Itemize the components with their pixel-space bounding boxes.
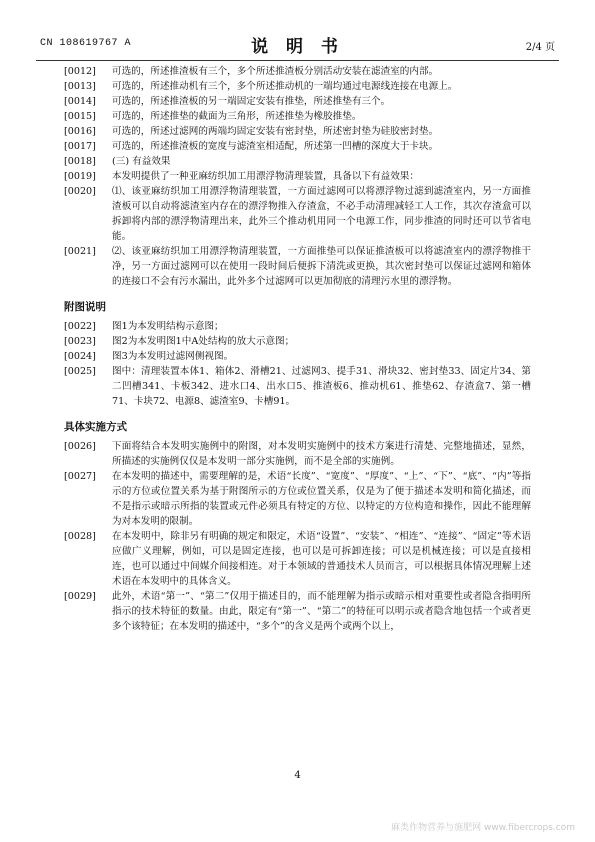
section-heading-figures: 附图说明 — [64, 301, 106, 313]
paragraph-text: 可选的，所述推动机有三个，多个所述推动机的一端均通过电源线连接在电源上。 — [112, 81, 458, 92]
paragraph — [64, 64, 531, 79]
paragraph-text: 本发明提供了一种亚麻纺织加工用漂浮物清理装置，具备以下有益效果： — [112, 171, 419, 182]
paragraph-text: 此外，术语“第一”、“第二”仅用于描述目的，而不能理解为指示或暗示相对重要性或者隐含指明所指示的技术特征的数量。由此，限定有“第一”、“第二”的特征可以明示或者隐含地包括一个或者更多个该特征；在本发明的描述中，“多个”的含义是两个或两个以上， — [112, 591, 531, 632]
header-divider — [36, 60, 559, 61]
paragraph-text: ⑴、该亚麻纺织加工用漂浮物清理装置，一方面过滤网可以将漂浮物过滤到滤渣室内，另一方面推渣板可以自动将滤渣室内存在的漂浮物推入存渣盒，不必手动清理减轻工人工作，其次存渣盒可以拆卸将内部的漂浮物清理出来，此外三个推动机用同一个电源工作，同步推渣的同时还可以节省电能。 — [112, 186, 531, 242]
publication-number: CN 108619767 A — [40, 38, 132, 49]
paragraph — [64, 94, 531, 109]
paragraph-text: 在本发明中，除非另有明确的规定和限定，术语“设置”、“安装”、“相连”、“连接”、“固定”等术语应做广义理解，例如，可以是固定连接，也可以是可拆卸连接；可以是机械连接；可以是直接相连，也可以通过中间媒介间接相连。对于本领域的普通技术人员而言，可以根据具体情况理解上述术语在本发明中的具体含义。 — [112, 531, 531, 587]
paragraph-number: [0022] — [64, 321, 96, 332]
paragraph-text: 图中：清理装置本体1、箱体2、滑槽21、过滤网3、提手31、滑块32、密封垫33、固定片34、第二凹槽341、卡板342、进水口4、出水口5、推渣板6、推动机61、推垫62、存渣盒7、第一槽71、卡块72、电源8、滤渣室9、卡槽91。 — [112, 366, 531, 407]
paragraph-number: [0023] — [64, 336, 96, 347]
paragraph-number: [0020] — [64, 186, 96, 197]
paragraph-number: [0025] — [64, 366, 96, 377]
paragraph — [64, 529, 531, 589]
paragraph-group-embodiments — [64, 439, 531, 634]
paragraph-number: [0019] — [64, 171, 96, 182]
paragraph-text: 图3为本发明过滤网侧视图。 — [112, 351, 234, 362]
paragraph — [64, 124, 531, 139]
page-info: 2/4 页 — [525, 42, 555, 53]
paragraph-text: 可选的，所述过滤网的两端均固定安装有密封垫，所述密封垫为硅胶密封垫。 — [112, 126, 439, 137]
paragraph-number: [0015] — [64, 111, 96, 122]
paragraph-number: [0017] — [64, 141, 96, 152]
section-heading-embodiments: 具体实施方式 — [64, 421, 127, 433]
paragraph — [64, 364, 531, 409]
paragraph-text: 可选的，所述推渣板的宽度与滤渣室相适配，所述第一凹槽的深度大于卡块。 — [112, 141, 439, 152]
paragraph-text: 图1为本发明结构示意图； — [112, 321, 224, 332]
paragraph — [64, 79, 531, 94]
paragraph-number: [0016] — [64, 126, 96, 137]
paragraph — [64, 319, 531, 334]
paragraph-text: 在本发明的描述中，需要理解的是，术语“长度”、“宽度”、“厚度”、“上”、“下”、“底”、“内”等指示的方位或位置关系为基于附图所示的方位或位置关系，仅是为了便于描述本发明和简化描述，而不是指示或暗示所指的装置或元件必须具有特定的方位、以特定的方位构造和操作，因此不能理解为对本发明的限制。 — [112, 471, 531, 527]
paragraph-text: 可选的，所述推渣板有三个，多个所述推渣板分别活动安装在滤渣室的内部。 — [112, 66, 439, 77]
paragraph-number: [0027] — [64, 471, 96, 482]
document-title: 说 明 书 — [251, 37, 344, 57]
paragraph-number: [0018] — [64, 156, 96, 167]
paragraph-group-effects — [64, 64, 531, 289]
paragraph-number: [0026] — [64, 441, 96, 452]
paragraph — [64, 139, 531, 154]
page-number: 4 — [294, 770, 301, 781]
paragraph-text: 图2为本发明图1中A处结构的放大示意图； — [112, 336, 295, 347]
paragraph-text: (三) 有益效果 — [112, 156, 171, 167]
paragraph-number: [0029] — [64, 591, 96, 602]
paragraph — [64, 109, 531, 124]
site-watermark: 麻类作物营养与施肥网 www.fibercrops.com — [391, 823, 575, 833]
paragraph-text: ⑵、该亚麻纺织加工用漂浮物清理装置，一方面推垫可以保证推渣板可以将滤渣室内的漂浮物推干净，另一方面过滤网可以在使用一段时间后便拆下清洗或更换，其次密封垫可以保证过滤网和箱体的连接口不会有污水漏出，此外多个过滤网可以更加彻底的清理污水里的漂浮物。 — [112, 246, 531, 287]
paragraph-number: [0021] — [64, 246, 96, 257]
paragraph — [64, 349, 531, 364]
page-header — [40, 32, 555, 60]
paragraph — [64, 244, 531, 289]
paragraph-number: [0014] — [64, 96, 96, 107]
paragraph — [64, 589, 531, 634]
paragraph-text: 可选的，所述推渣板的另一端固定安装有推垫，所述推垫有三个。 — [112, 96, 391, 107]
paragraph-text: 下面将结合本发明实施例中的附图，对本发明实施例中的技术方案进行清楚、完整地描述，显然，所描述的实施例仅仅是本发明一部分实施例，而不是全部的实施例。 — [112, 441, 531, 467]
paragraph-number: [0024] — [64, 351, 96, 362]
paragraph — [64, 169, 531, 184]
paragraph — [64, 439, 531, 469]
paragraph — [64, 154, 531, 169]
paragraph — [64, 469, 531, 529]
paragraph — [64, 184, 531, 244]
paragraph-number: [0012] — [64, 66, 96, 77]
paragraph — [64, 334, 531, 349]
paragraph-group-figures — [64, 319, 531, 409]
paragraph-number: [0028] — [64, 531, 96, 542]
paragraph-number: [0013] — [64, 81, 96, 92]
document-body — [64, 64, 531, 634]
paragraph-text: 可选的，所述推垫的截面为三角形，所述推垫为橡胶推垫。 — [112, 111, 362, 122]
